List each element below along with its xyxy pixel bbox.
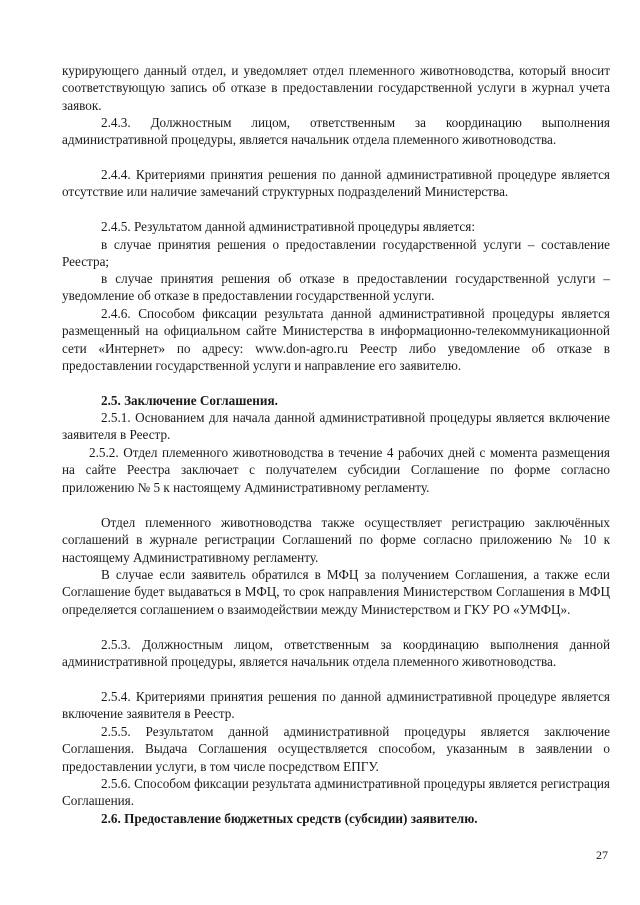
section-heading-2-5: 2.5. Заключение Соглашения. xyxy=(101,393,278,408)
section-heading-2-6: 2.6. Предоставление бюджетных средств (субсидии) заявителю. xyxy=(101,811,478,826)
paragraph-2-5-1: 2.5.1. Основанием для начала данной административной процедуры является включение заявителя в Реестр. xyxy=(62,410,610,443)
paragraph-result-refusal: в случае принятия решения об отказе в предоставлении государственной услуги – уведомление об отказе в предоставлении государственной услуги. xyxy=(62,271,610,304)
paragraph-2-4-4: 2.4.4. Критериями принятия решения по данной административной процедуре является отсутствие или наличие замечаний структурных подразделений Министерства. xyxy=(62,167,610,200)
paragraph-2-5-5: 2.5.5. Результатом данной административной процедуры является заключение Соглашения. Выдача Соглашения осуществляется способом, указанным в заявлении о предоставлении услуги, в том числе посредством ЕПГУ. xyxy=(62,724,610,774)
paragraph-2-4-3: 2.4.3. Должностным лицом, ответственным за координацию выполнения административной процедуры, является начальник отдела племенного животноводства. xyxy=(62,115,610,148)
paragraph-2-5-4: 2.5.4. Критериями принятия решения по данной административной процедуре является включение заявителя в Реестр. xyxy=(62,689,610,722)
paragraph-mfc: В случае если заявитель обратился в МФЦ за получением Соглашения, а также если Соглашение будет выдаваться в МФЦ, то срок направления Министерством Соглашения в МФЦ определяется соглашением о взаимодействии между Министерством и ГКУ РО «УМФЦ». xyxy=(62,567,610,617)
paragraph-2-5-6: 2.5.6. Способом фиксации результата административной процедуры является регистрация Соглашения. xyxy=(62,776,610,809)
paragraph-2-5-2: 2.5.2. Отдел племенного животноводства в течение 4 рабочих дней с момента размещения на сайте Реестра заключает с получателем субсидии Соглашение по форме согласно приложению № 5 к настоящему Административному регламенту. xyxy=(62,445,610,495)
paragraph-2-4-6: 2.4.6. Способом фиксации результата данной административной процедуры является размещенный на официальном сайте Министерства в информационно-телекоммуникационной сети «Интернет» по адресу: www.don-agro.ru Реестр либо уведомление об отказе в предоставлении государственной услуги и направление его заявителю. xyxy=(62,306,610,374)
paragraph-continuation: курирующего данный отдел, и уведомляет отдел племенного животноводства, который вносит соответствующую запись об отказе в предоставлении государственной услуги в журнал учета заявок. xyxy=(62,63,610,113)
paragraph-registration: Отдел племенного животноводства также осуществляет регистрацию заключённых соглашений в журнале регистрации Соглашений по форме согласно приложению № 10 к настоящему Административному регламенту. xyxy=(62,515,610,565)
paragraph-2-5-3: 2.5.3. Должностным лицом, ответственным за координацию выполнения данной административной процедуры, является начальник отдела племенного животноводства. xyxy=(62,637,610,670)
page-number: 27 xyxy=(596,848,608,862)
paragraph-2-4-5: 2.4.5. Результатом данной административной процедуры является: xyxy=(101,219,475,234)
paragraph-result-approval: в случае принятия решения о предоставлении государственной услуги – составление Реестра; xyxy=(62,237,610,270)
